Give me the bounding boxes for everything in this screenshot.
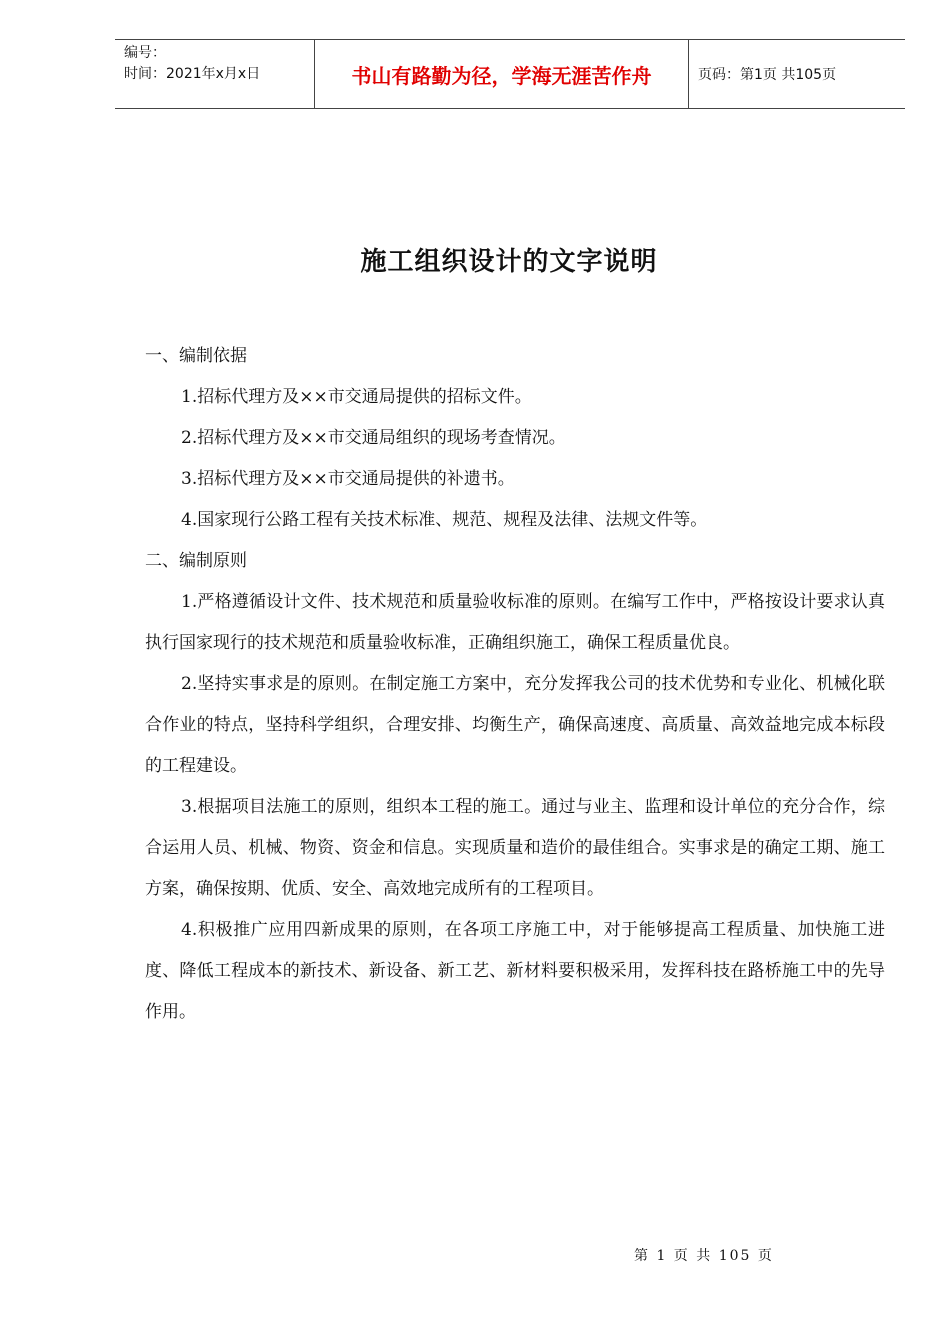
basis-item: 3.招标代理方及××市交通局提供的补遗书。 — [181, 469, 515, 489]
section-heading: 二、编制原则 — [145, 551, 247, 571]
header-motto: 书山有路勤为径，学海无涯苦作舟 — [315, 40, 689, 108]
document-time-label: 时间：2021年x月x日 — [124, 66, 261, 82]
basis-item: 4.国家现行公路工程有关技术标准、规范、规程及法律、法规文件等。 — [181, 510, 708, 530]
header-meta — [115, 40, 315, 108]
principle-item: 1.严格遵循设计文件、技术规范和质量验收标准的原则。在编写工作中，严格按设计要求认真执行国家现行的技术规范和质量验收标准，正确组织施工，确保工程质量优良。 — [145, 592, 885, 653]
principle-item: 2.坚持实事求是的原则。在制定施工方案中，充分发挥我公司的技术优势和专业化、机械化联合作业的特点，坚持科学组织，合理安排、均衡生产，确保高速度、高质量、高效益地完成本标段的工程建设。 — [145, 674, 885, 776]
section-heading: 一、编制依据 — [145, 346, 247, 366]
page-footer: 第 1 页 共 105 页 — [634, 1248, 774, 1264]
principle-item: 3.根据项目法施工的原则，组织本工程的施工。通过与业主、监理和设计单位的充分合作，综合运用人员、机械、物资、资金和信息。实现质量和造价的最佳组合。实事求是的确定工期、施工方案，确保按期、优质、安全、高效地完成所有的工程项目。 — [145, 797, 885, 899]
principle-item: 4.积极推广应用四新成果的原则，在各项工序施工中，对于能够提高工程质量、加快施工进度、降低工程成本的新技术、新设备、新工艺、新材料要积极采用，发挥科技在路桥施工中的先导作用。 — [145, 920, 885, 1022]
document-body — [145, 336, 885, 1033]
document-number-label: 编号： — [124, 45, 166, 61]
basis-item: 1.招标代理方及××市交通局提供的招标文件。 — [181, 387, 532, 407]
page-header — [115, 39, 905, 109]
basis-item: 2.招标代理方及××市交通局组织的现场考查情况。 — [181, 428, 566, 448]
header-page-info: 页码：第1页 共105页 — [698, 67, 837, 83]
document-title: 施工组织设计的文字说明 — [360, 247, 658, 277]
